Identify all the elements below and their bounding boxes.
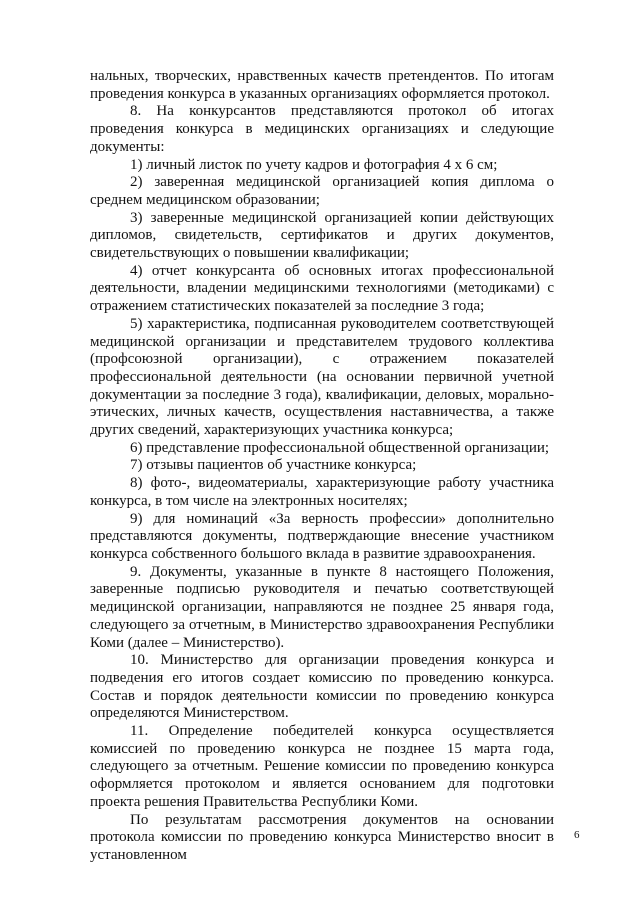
paragraph-results: По результатам рассмотрения документов на основании протокола комиссии по проведению конкурса Министерство вносит в установленном: [90, 811, 554, 863]
document-body: [90, 68, 554, 865]
page-number: 6: [574, 829, 580, 841]
list-item-3: 3) заверенные медицинской организацией копии действующих дипломов, свидетельств, сертификатов и других документов, свидетельствующих о повышении квалификации;: [90, 209, 554, 262]
list-item-8: 8) фото-, видеоматериалы, характеризующие работу участника конкурса, в том числе на электронных носителях;: [90, 475, 554, 509]
paragraph-continuation: нальных, творческих, нравственных качеств претендентов. По итогам проведения конкурса в указанных организациях оформляется протокол.: [90, 68, 554, 102]
list-item-1: 1) личный листок по учету кадров и фотография 4 х 6 см;: [130, 156, 498, 173]
paragraph-item-10: 10. Министерство для организации проведения конкурса и подведения его итогов создает комиссию по проведению конкурса. Состав и порядок деятельности комиссии по проведению конкурса определяются Министерством.: [90, 652, 554, 722]
list-item-9: 9) для номинаций «За верность профессии» дополнительно представляются документы, подтверждающие внесение участником конкурса собственного большого вклада в развитие здравоохранения.: [90, 510, 554, 562]
paragraph-item-11: 11. Определение победителей конкурса осуществляется комиссией по проведению конкурса не позднее 15 марта года, следующего за отчетным. Решение комиссии по проведению конкурса оформляется протоколом и является основанием для подготовки проекта решения Правительства Республики Коми.: [90, 723, 554, 810]
list-item-7: 7) отзывы пациентов об участнике конкурса;: [130, 457, 417, 474]
list-item-6: 6) представление профессиональной общественной организации;: [130, 439, 550, 456]
list-item-2: 2) заверенная медицинской организацией копия диплома о среднем медицинском образовании;: [90, 174, 554, 208]
list-item-4: 4) отчет конкурсанта об основных итогах профессиональной деятельности, владении медицинскими технологиями (методиками) с отражением статистических показателей за последние 3 года;: [90, 262, 554, 315]
list-item-5: 5) характеристика, подписанная руководителем соответствующей медицинской организации и представителем трудового коллектива (профсоюзной организации), с отражением показателей профессиональной деятельности (на основании первичной учетной документации за последние 3 года), квалификации, деловых, морально-этических, личных качеств, осуществления наставничества, а также других сведений, характеризующих участника конкурса;: [90, 315, 554, 439]
paragraph-item-8: 8. На конкурсантов представляются протокол об итогах проведения конкурса в медицинских организациях и следующие документы:: [90, 103, 554, 155]
paragraph-item-9: 9. Документы, указанные в пункте 8 настоящего Положения, заверенные подписью руководителя и печатью соответствующей медицинской организации, направляются не позднее 25 января года, следующего за отчетным, в Министерство здравоохранения Республики Коми (далее – Министерство).: [90, 563, 554, 651]
